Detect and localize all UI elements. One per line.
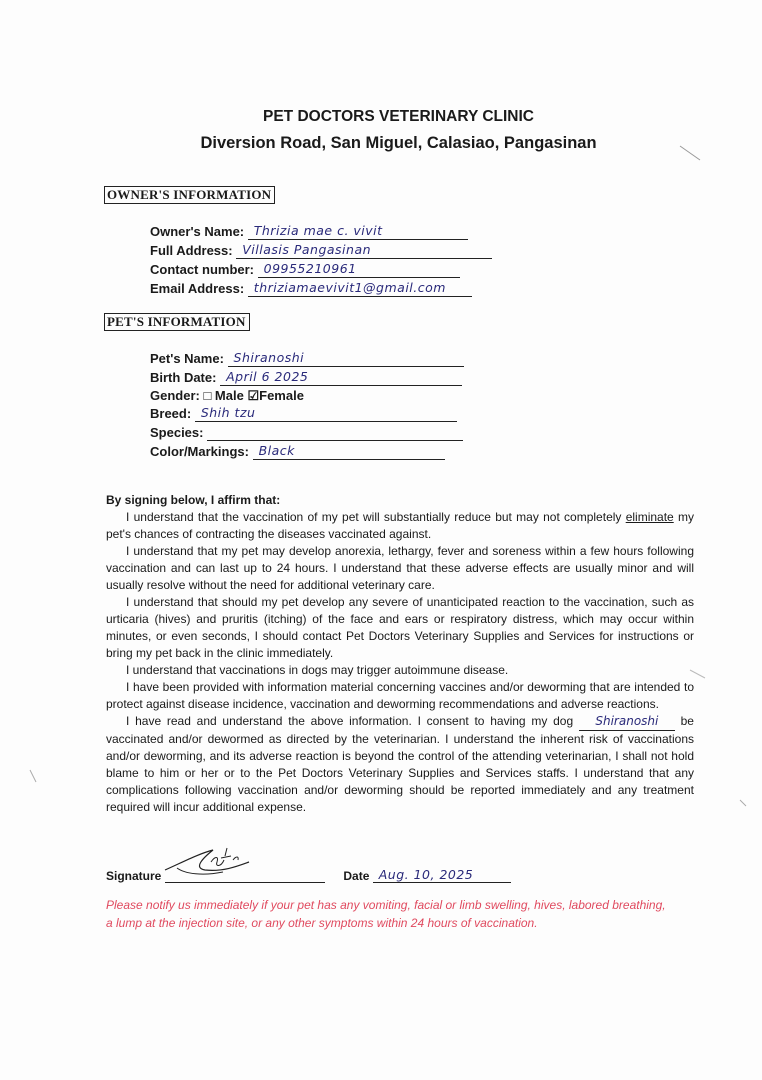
pet-color-value: Black	[258, 443, 295, 458]
owner-contact-row	[150, 262, 460, 278]
pet-breed-value: Shih tzu	[200, 405, 256, 420]
owner-address-field[interactable]	[236, 243, 492, 259]
owner-address-value: Villasis Pangasinan	[242, 242, 372, 257]
pet-color-label: Color/Markings:	[150, 444, 249, 459]
pet-gender-row	[150, 388, 304, 404]
affirm-body	[106, 509, 694, 816]
pet-name-value: Shiranoshi	[233, 350, 305, 365]
affirm-paragraph-4: I understand that vaccinations in dogs may trigger autoimmune disease.	[126, 663, 509, 677]
signature-row	[106, 862, 511, 883]
signature-scribble	[163, 844, 253, 878]
pet-gender-label: Gender:	[150, 388, 200, 403]
affirm-paragraph-3: I understand that should my pet develop any severe of unanticipated reaction to the vaccination, such as urticaria (hives) and pruritis (itching) of the face and ears or respiratory distress, which may occur within minutes, or even seconds, I should contact Pet Doctors Veterinary Supplies and Services for instructions or bring my pet back in the clinic immediately.	[106, 595, 694, 660]
date-field[interactable]	[373, 867, 511, 883]
affirm-paragraph-6: I have read and understand the above information. I consent to having my dog Shiranoshi be vaccinated and/or dewormed as directed by the veterinarian. I understand the inherent risk of vaccinations and/or deworming, and its adverse reaction is beyond the control of the attending veterinarian, I shall not hold blame to him or her or to the Pet Doctors Veterinary Supplies and Services staffs. I understand that any complications following vaccination and/or deworming should be reported immediately and any treatment required will incur additional expense.	[106, 714, 694, 814]
pet-name-label: Pet's Name:	[150, 351, 224, 366]
owner-email-value: thriziamaevivit1@gmail.com	[253, 280, 446, 295]
date-value: Aug. 10, 2025	[378, 867, 474, 882]
affirm-heading: By signing below, I affirm that:	[106, 493, 281, 507]
owner-email-field[interactable]	[248, 281, 472, 297]
owner-name-value: Thrizia mae c. vivit	[253, 223, 383, 238]
signature-field[interactable]	[165, 862, 325, 883]
affirm-paragraph-1: I understand that the vaccination of my pet will substantially reduce but may not completely eliminate my pet's chances of contracting the diseases vaccinated against.	[106, 510, 694, 541]
owner-email-row	[150, 281, 472, 297]
owner-contact-label: Contact number:	[150, 262, 254, 277]
gender-male-checkbox[interactable]: □ Male	[203, 388, 244, 403]
pet-birth-row	[150, 370, 462, 386]
clinic-name: PET DOCTORS VETERINARY CLINIC	[263, 108, 534, 125]
owner-contact-value: 09955210961	[263, 261, 357, 276]
clinic-address: Diversion Road, San Miguel, Calasiao, Pangasinan	[200, 134, 597, 152]
pet-species-row	[150, 425, 463, 441]
pet-color-row	[150, 444, 445, 460]
pet-section-heading: PET'S INFORMATION	[104, 313, 250, 331]
owner-address-row	[150, 243, 492, 259]
affirm-paragraph-5: I have been provided with information material concerning vaccines and/or deworming that are intended to protect against disease incidence, vaccination and deworming recommendations and adverse reactions.	[106, 680, 694, 711]
pet-birth-field[interactable]	[220, 370, 462, 386]
pet-name-field[interactable]	[228, 351, 464, 367]
owner-contact-field[interactable]	[258, 262, 460, 278]
affirm-paragraph-2: I understand that my pet may develop anorexia, lethargy, fever and soreness within a few hours following vaccination and can last up to 24 hours. I understand that these adverse effects are usually minor and will usually resolve without the need for additional veterinary care.	[106, 544, 694, 592]
owner-name-row	[150, 224, 468, 240]
pet-breed-field[interactable]	[195, 406, 457, 422]
vaccination-notice: Please notify us immediately if your pet has any vomiting, facial or limb swelling, hives, labored breathing, a lump at the injection site, or any other symptoms within 24 hours of vaccination.	[106, 898, 666, 930]
pet-birth-value: April 6 2025	[226, 369, 309, 384]
pet-species-field[interactable]	[207, 425, 463, 441]
owner-name-label: Owner's Name:	[150, 224, 245, 239]
pet-breed-row	[150, 406, 457, 422]
owner-name-field[interactable]	[248, 224, 468, 240]
pet-birth-label: Birth Date:	[150, 370, 217, 385]
pet-species-label: Species:	[150, 425, 204, 440]
date-label: Date	[343, 869, 370, 883]
pet-color-field[interactable]	[253, 444, 445, 460]
gender-female-checkbox[interactable]: ☑Female	[247, 388, 304, 403]
pet-breed-label: Breed:	[150, 406, 192, 421]
owner-address-label: Full Address:	[150, 243, 233, 258]
pet-name-row	[150, 351, 464, 367]
owner-section-heading: OWNER'S INFORMATION	[104, 186, 275, 204]
owner-email-label: Email Address:	[150, 281, 245, 296]
dog-name-field[interactable]: Shiranoshi	[579, 713, 675, 731]
signature-label: Signature	[106, 869, 162, 883]
